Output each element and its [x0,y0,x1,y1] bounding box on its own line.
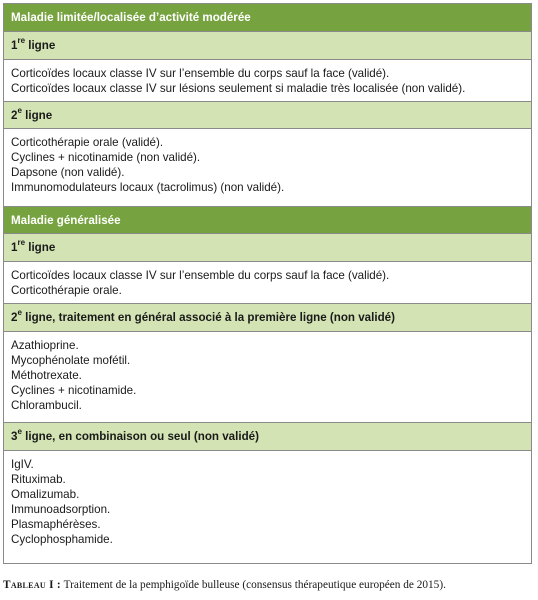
table-caption [3,579,535,591]
caption-text: Traitement de la pemphigoïde bulleuse (consensus thérapeutique européen de 2015). [60,579,446,591]
line-content-5 [4,451,531,563]
line-heading-text: 3e ligne, en combinaison ou seul (non validé) [11,427,259,443]
line-heading-text: 1re ligne [11,238,56,254]
line-content-3 [4,262,531,304]
list-item: Omalizumab. [11,488,80,501]
line-heading-4 [4,304,531,332]
list-item: Dapsone (non validé). [11,166,125,179]
list-item: Cyclines + nicotinamide. [11,384,137,397]
line-heading-text: 2e ligne, traitement en général associé à la première ligne (non validé) [11,308,395,324]
section-title: Maladie limitée/localisée d’activité modérée [11,11,251,24]
list-item: Immunoadsorption. [11,503,111,516]
treatment-table [3,3,532,564]
list-item: Corticothérapie orale (validé). [11,136,164,149]
section-header-generalized [4,207,531,234]
list-item: Corticoïdes locaux classe IV sur lésions seulement si maladie très localisée (non validé). [11,82,466,95]
list-item: Azathioprine. [11,339,79,352]
list-item: Rituximab. [11,473,66,486]
section-title: Maladie généralisée [11,213,121,227]
line-heading-1 [4,32,531,60]
list-item: Méthotrexate. [11,369,82,382]
line-heading-text: 2e ligne [11,105,53,122]
line-heading-5 [4,423,531,451]
list-item: Corticoïdes locaux classe IV sur l’ensemble du corps sauf la face (validé). [11,67,390,80]
section-header-limited [4,4,531,32]
list-item: Chlorambucil. [11,399,82,412]
list-item: Immunomodulateurs locaux (tacrolimus) (non validé). [11,181,285,194]
line-heading-2 [4,102,531,129]
line-content-2 [4,129,531,207]
line-heading-3 [4,234,531,262]
list-item: Plasmaphérèses. [11,518,101,531]
list-item: Corticoïdes locaux classe IV sur l’ensemble du corps sauf la face (validé). [11,269,390,282]
line-content-4 [4,332,531,423]
list-item: IgIV. [11,458,34,471]
line-heading-text: 1re ligne [11,36,56,52]
list-item: Mycophénolate mofétil. [11,354,131,367]
list-item: Corticothérapie orale. [11,284,122,297]
list-item: Cyclines + nicotinamide (non validé). [11,151,201,164]
line-content-1 [4,60,531,102]
list-item: Cyclophosphamide. [11,533,113,546]
caption-label: Tableau I : [3,579,61,591]
